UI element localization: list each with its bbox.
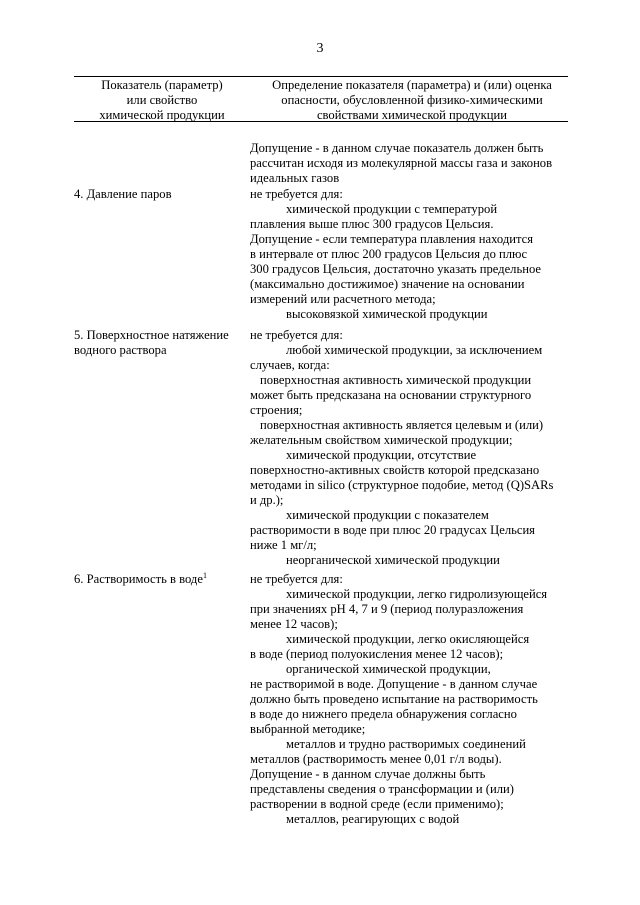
parameter-text: 4. Давление паров bbox=[74, 187, 172, 201]
definition-cell bbox=[250, 572, 570, 827]
definition-line: строения; bbox=[250, 403, 303, 417]
definition-line: 300 градусов Цельсия, достаточно указать предельное bbox=[250, 262, 541, 276]
definition-line: любой химической продукции, за исключением bbox=[286, 343, 543, 357]
header-line: опасности, обусловленной физико-химическими bbox=[281, 93, 543, 107]
definition-line: Допущение - в данном случае должны быть bbox=[250, 767, 486, 781]
header-line: химической продукции bbox=[99, 108, 225, 122]
definition-line: не требуется для: bbox=[250, 572, 343, 586]
footnote-marker: 1 bbox=[202, 571, 207, 580]
definition-line: случаев, когда: bbox=[250, 358, 330, 372]
definition-line: металлов и трудно растворимых соединений bbox=[286, 737, 526, 751]
header-line: свойствами химической продукции bbox=[316, 108, 508, 122]
definition-cell bbox=[250, 328, 570, 568]
parameter-cell bbox=[74, 572, 246, 587]
definition-line: менее 12 часов); bbox=[250, 617, 338, 631]
definition-line: металлов, реагирующих с водой bbox=[286, 812, 460, 826]
definition-line: измерений или расчетного метода; bbox=[250, 292, 436, 306]
parameter-text: водного раствора bbox=[74, 343, 167, 357]
definition-line: рассчитан исходя из молекулярной массы газа и законов bbox=[250, 156, 553, 170]
definition-line: химической продукции, отсутствие bbox=[286, 448, 477, 462]
definition-line: ниже 1 мг/л; bbox=[250, 538, 317, 552]
definition-line: представлены сведения о трансформации и (или) bbox=[250, 782, 514, 796]
table-header-rule bbox=[74, 121, 568, 122]
definition-line: Допущение - в данном случае показатель должен быть bbox=[250, 141, 544, 155]
definition-line: методами in silico (структурное подобие, метод (Q)SARs bbox=[250, 478, 554, 492]
definition-line: выбранной методике; bbox=[250, 722, 366, 736]
definition-line: растворимости в воде при плюс 20 градусах Цельсия bbox=[250, 523, 535, 537]
definition-line: растворении в водной среде (если применимо); bbox=[250, 797, 504, 811]
parameter-text: 5. Поверхностное натяжение bbox=[74, 328, 229, 342]
column-header-parameter bbox=[74, 78, 250, 123]
header-line: или свойство bbox=[126, 93, 198, 107]
page-number: 3 bbox=[316, 41, 324, 56]
parameter-cell bbox=[74, 187, 246, 202]
parameter-text: 6. Растворимость в воде$^1$ bbox=[74, 571, 207, 586]
definition-line: в воде до нижнего предела обнаружения согласно bbox=[250, 707, 517, 721]
definition-line: химической продукции, легко гидролизующейся bbox=[286, 587, 548, 601]
header-line: Определение показателя (параметра) и (или) оценка bbox=[272, 78, 552, 92]
definition-line: Допущение - если температура плавления находится bbox=[250, 232, 534, 246]
definition-line: в интервале от плюс 200 градусов Цельсия до плюс bbox=[250, 247, 528, 261]
definition-line: идеальных газов bbox=[250, 171, 340, 185]
definition-cell bbox=[250, 141, 570, 186]
definition-line: металлов (растворимость менее 0,01 г/л воды). bbox=[250, 752, 502, 766]
definition-line: не растворимой в воде. Допущение - в данном случае bbox=[250, 677, 538, 691]
definition-line: в воде (период полуокисления менее 12 часов); bbox=[250, 647, 504, 661]
definition-line: высоковязкой химической продукции bbox=[286, 307, 488, 321]
definition-line: органической химической продукции, bbox=[286, 662, 491, 676]
definition-line: химической продукции с показателем bbox=[286, 508, 489, 522]
definition-line: химической продукции с температурой bbox=[286, 202, 498, 216]
definition-line: при значениях pH 4, 7 и 9 (период полуразложения bbox=[250, 602, 524, 616]
definition-line: химической продукции, легко окисляющейся bbox=[286, 632, 530, 646]
definition-line: и др.); bbox=[250, 493, 284, 507]
header-line: Показатель (параметр) bbox=[101, 78, 223, 92]
table-top-rule bbox=[74, 76, 568, 77]
definition-line: поверхностная активность химической продукции bbox=[260, 373, 532, 387]
definition-line: желательным свойством химической продукции; bbox=[250, 433, 513, 447]
definition-line: (максимально достижимое) значение на основании bbox=[250, 277, 525, 291]
definition-line: поверхностная активность является целевым и (или) bbox=[260, 418, 544, 432]
definition-cell bbox=[250, 187, 570, 322]
definition-line: поверхностно-активных свойств которой предсказано bbox=[250, 463, 540, 477]
parameter-cell bbox=[74, 328, 246, 358]
definition-line: плавления выше плюс 300 градусов Цельсия. bbox=[250, 217, 494, 231]
definition-line: не требуется для: bbox=[250, 187, 343, 201]
definition-line: может быть предсказана на основании структурного bbox=[250, 388, 532, 402]
definition-line: неорганической химической продукции bbox=[286, 553, 500, 567]
definition-line: не требуется для: bbox=[250, 328, 343, 342]
column-header-definition bbox=[256, 78, 568, 123]
definition-line: должно быть проведено испытание на растворимость bbox=[250, 692, 538, 706]
